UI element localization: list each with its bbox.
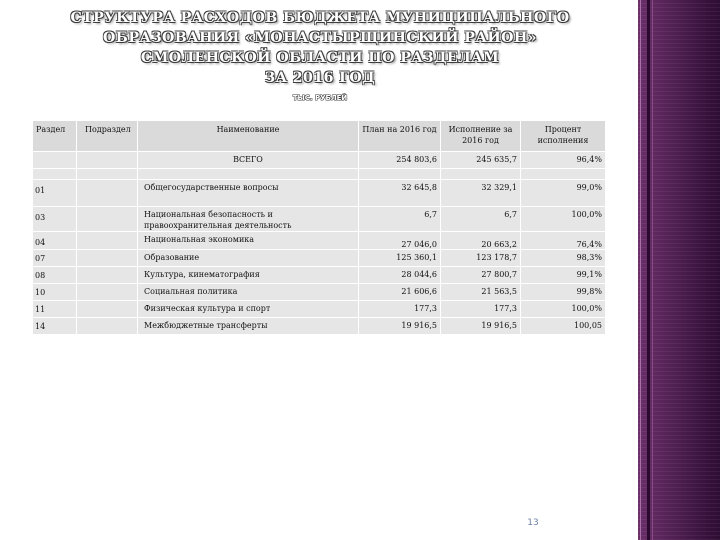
header-section: Раздел <box>33 121 76 151</box>
row-execution: 6,7 <box>441 207 520 231</box>
title-line: СТРУКТУРА РАСХОДОВ БЮДЖЕТА МУНИЦИПАЛЬНОГО <box>70 10 570 26</box>
row-section: 03 <box>33 207 76 231</box>
row-subsection <box>77 318 137 334</box>
row-subsection <box>77 301 137 317</box>
title-line: ОБРАЗОВАНИЯ «МОНАСТЫРЩИНСКИЙ РАЙОН» <box>103 30 537 46</box>
spacer-row <box>33 169 605 180</box>
table-row <box>33 284 605 301</box>
slide-title <box>60 8 580 88</box>
row-section: 04 <box>33 232 76 249</box>
decorative-side-strip <box>638 0 720 540</box>
row-execution: 177,3 <box>441 301 520 317</box>
strip-edge-line <box>652 0 653 540</box>
row-execution: 27 800,7 <box>441 267 520 283</box>
row-name: Образование <box>138 250 358 266</box>
total-label: ВСЕГО <box>138 152 358 168</box>
cell-empty <box>359 169 440 179</box>
table-header-row <box>33 121 605 152</box>
cell-empty <box>138 169 358 179</box>
row-plan: 32 645,8 <box>359 180 440 206</box>
cell-section <box>33 152 76 168</box>
table-row <box>33 180 605 207</box>
page-number: 13 <box>527 518 539 528</box>
row-percent: 98,3% <box>521 250 605 266</box>
row-execution: 21 563,5 <box>441 284 520 300</box>
strip-edge-line <box>647 0 650 540</box>
table-row <box>33 301 605 318</box>
row-percent: 100,05 <box>521 318 605 334</box>
row-name: Межбюджетные трансферты <box>138 318 358 334</box>
cell-empty <box>441 169 520 179</box>
row-percent: 99,8% <box>521 284 605 300</box>
header-execution: Исполнение за 2016 год <box>441 121 520 151</box>
row-name: Национальная безопасность и правоохранительная деятельность <box>138 207 358 231</box>
table-row <box>33 267 605 284</box>
row-section: 11 <box>33 301 76 317</box>
total-execution: 245 635,7 <box>441 152 520 168</box>
row-percent: 76,4% <box>521 232 605 249</box>
cell-empty <box>33 169 76 179</box>
row-plan: 125 360,1 <box>359 250 440 266</box>
header-plan: План на 2016 год <box>359 121 440 151</box>
row-name: Общегосударственные вопросы <box>138 180 358 206</box>
title-line: ЗА 2016 ГОД <box>264 70 376 86</box>
title-line: СМОЛЕНСКОЙ ОБЛАСТИ ПО РАЗДЕЛАМ <box>140 50 500 66</box>
strip-edge-line <box>640 0 641 540</box>
budget-table <box>33 121 605 335</box>
row-name: Культура, кинематография <box>138 267 358 283</box>
row-subsection <box>77 267 137 283</box>
row-percent: 100,0% <box>521 207 605 231</box>
row-plan: 19 916,5 <box>359 318 440 334</box>
cell-empty <box>77 169 137 179</box>
row-percent: 100,0% <box>521 301 605 317</box>
row-plan: 177,3 <box>359 301 440 317</box>
row-name: Национальная экономика <box>138 232 358 249</box>
header-subsection: Подраздел <box>77 121 137 151</box>
row-section: 10 <box>33 284 76 300</box>
table-row <box>33 207 605 232</box>
row-section: 01 <box>33 180 76 206</box>
row-section: 08 <box>33 267 76 283</box>
row-subsection <box>77 180 137 206</box>
row-subsection <box>77 250 137 266</box>
row-plan: 27 046,0 <box>359 232 440 249</box>
row-subsection <box>77 207 137 231</box>
row-section: 07 <box>33 250 76 266</box>
total-percent: 96,4% <box>521 152 605 168</box>
cell-empty <box>521 169 605 179</box>
row-execution: 123 178,7 <box>441 250 520 266</box>
row-name: Физическая культура и спорт <box>138 301 358 317</box>
cell-subsection <box>77 152 137 168</box>
table-row <box>33 250 605 267</box>
table-row <box>33 318 605 335</box>
strip-texture <box>638 0 720 540</box>
header-percent: Процент исполнения <box>521 121 605 151</box>
row-section: 14 <box>33 318 76 334</box>
row-subsection <box>77 232 137 249</box>
row-plan: 28 044,6 <box>359 267 440 283</box>
row-subsection <box>77 284 137 300</box>
table-row <box>33 232 605 250</box>
total-row <box>33 152 605 169</box>
row-percent: 99,1% <box>521 267 605 283</box>
row-plan: 21 606,6 <box>359 284 440 300</box>
row-plan: 6,7 <box>359 207 440 231</box>
row-percent: 99,0% <box>521 180 605 206</box>
total-plan: 254 803,6 <box>359 152 440 168</box>
row-execution: 32 329,1 <box>441 180 520 206</box>
units-label: ТЫС. РУБЛЕЙ <box>292 94 348 102</box>
row-execution: 19 916,5 <box>441 318 520 334</box>
row-execution: 20 663,2 <box>441 232 520 249</box>
header-name: Наименование <box>138 121 358 151</box>
row-name: Социальная политика <box>138 284 358 300</box>
